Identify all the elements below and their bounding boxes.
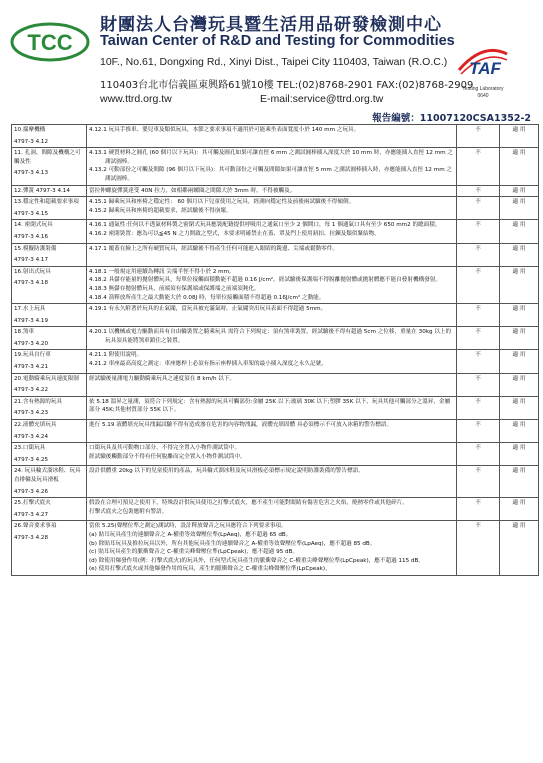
email-link[interactable]: E-mail:service@ttrd.org.tw	[260, 93, 384, 105]
standard-clause: 4797-3 4.26	[14, 488, 49, 495]
item-cell	[12, 373, 87, 396]
requirement-line: 假設在合理可預見之使用下，特殊設計供玩具使用之打擊式底火，應不產生可能對眼睛有傷害危害之火焰，燒熱零件或其他碎片。	[89, 500, 408, 507]
item-cell	[12, 197, 87, 220]
taf-logo-text: TAF	[469, 59, 501, 78]
result-cell: 不	[457, 420, 500, 443]
requirement-line: 4.18.3 無儲存拋射體玩具，前端須有保護端或保護端之前端須鈍化。	[89, 285, 260, 292]
applicability-cell: 適 用	[500, 443, 539, 466]
requirement-line: 經試驗後觸動部分不得有任何脫離而完全置入小物件測試筒中。	[89, 453, 246, 460]
standard-clause: 4797-3 4.20	[14, 340, 49, 347]
requirement-cell	[87, 350, 457, 373]
standard-clause: 4797-3 4.23	[14, 410, 49, 417]
standard-clause: 4797-3 4.27	[14, 511, 49, 518]
item-cell	[12, 466, 87, 498]
requirement-line: (b) 除貼耳玩具及推拉玩具以外，所有其他玩具產生的連續聲音之 A-權重等效聲壓位準(LpAeq)，應不超過 85 dB。	[89, 540, 376, 547]
taf-caption-line1: Testing Laboratory	[462, 86, 504, 92]
requirement-cell	[87, 466, 457, 498]
table-row	[12, 466, 539, 498]
requirement-cell	[87, 420, 457, 443]
result-cell: 不	[457, 266, 500, 303]
requirement-cell	[87, 304, 457, 327]
standard-clause: 4797-3 4.28	[14, 534, 49, 541]
item-name: 24. 玩具輪式溜冰鞋、玩具直排輪及玩具滑板	[14, 468, 81, 483]
requirement-line: 4.18.2 具儲存能量的拋射體玩具，每單位接觸面積動能不超過 0.16 J/cm²，經試驗後保護端不得脫離拋射體或拋射體應不能自發射機構發射。	[89, 277, 441, 284]
applicability-cell: 適 用	[500, 420, 539, 443]
standard-clause: 4797-3 4.16	[14, 233, 49, 240]
requirement-cell	[87, 266, 457, 303]
requirement-cell	[87, 185, 457, 197]
applicability-cell: 適 用	[500, 148, 539, 185]
test-results-body	[12, 125, 539, 576]
item-cell	[12, 420, 87, 443]
item-name: 26.聲音要求事項	[14, 523, 57, 530]
result-cell: 不	[457, 148, 500, 185]
requirement-line: 當依 5.25(聲壓位準之測定)測試時，設計釋放聲音之玩具應符合下列要求事項。	[89, 523, 287, 530]
requirement-line: 4.13.2 可動部份之可觸及間隙 (96 個月以下玩具)：其可動部份之可觸及間隙如果可讓直徑 5 mm 之測試圓棒插入時，亦應能插入直徑 12 mm 之測試圓棒。	[89, 167, 453, 182]
item-name: 12.彈簧 4797-3 4.14	[14, 187, 70, 194]
requirement-cell	[87, 373, 457, 396]
standard-clause: 4797-3 4.24	[14, 433, 49, 440]
requirement-line: 4.18.4 箭釋放所產生之最大動能大於 0.08J 時，每單位接觸面積不得超過 0.16J/cm² 之動能。	[89, 294, 325, 301]
requirement-cell	[87, 220, 457, 243]
contact-line	[100, 93, 384, 105]
requirement-line: 口銜玩具及其可動物口部分，不得完全置入小物件測試筒中。	[89, 445, 241, 452]
item-cell	[12, 327, 87, 350]
table-row	[12, 420, 539, 443]
requirement-cell	[87, 521, 457, 576]
standard-clause: 4797-3 4.17	[14, 257, 49, 264]
table-row	[12, 243, 539, 266]
item-name: 10.揣摩機構	[14, 127, 46, 133]
standard-clause: 4797-3 4.22	[14, 387, 49, 394]
applicability-cell: 適 用	[500, 373, 539, 396]
applicability-cell: 適 用	[500, 125, 539, 148]
applicability-cell: 適 用	[500, 243, 539, 266]
requirement-line: 4.13.1 硬質材料之圓孔 (60 個月以下玩具)：其可觸及圓孔如果可讓直徑 6 mm 之測試圓棒插入深度大於 10 mm 時，亦應能插入直徑 12 mm 之測試圓棒。	[89, 150, 454, 165]
item-name: 23.口銜玩具	[14, 445, 46, 452]
address-zh-phone: 110403台北市信義區東興路61號10樓 TEL:(02)8768-2901 FAX:(02)8768-2909	[100, 80, 474, 91]
table-row	[12, 443, 539, 466]
result-cell: 不	[457, 327, 500, 350]
result-cell: 不	[457, 443, 500, 466]
applicability-cell: 適 用	[500, 396, 539, 419]
item-name: 13.穩定性和超載要求事項	[14, 199, 79, 206]
tcc-logo-text: TCC	[27, 30, 73, 55]
item-name: 20.電動騎乘玩具速度限制	[14, 375, 79, 382]
website-link[interactable]: www.ttrd.org.tw	[100, 93, 172, 105]
item-cell	[12, 243, 87, 266]
item-name: 15.模擬防護裝備	[14, 245, 57, 252]
applicability-cell: 適 用	[500, 521, 539, 576]
item-cell	[12, 396, 87, 419]
table-row	[12, 521, 539, 576]
applicability-cell: 適 用	[500, 498, 539, 521]
requirement-line: 4.12.1 玩具手推車、嬰兒車及類似玩具，本節之要求事項不適用於可能乘坐表面寬度小於 140 mm 之玩具。	[89, 127, 360, 133]
applicability-cell: 適 用	[500, 220, 539, 243]
taf-logo	[455, 40, 511, 82]
item-name: 18.煞車	[14, 329, 35, 336]
standard-clause: 4797-3 4.25	[14, 456, 49, 463]
result-cell: 不	[457, 498, 500, 521]
requirement-cell	[87, 498, 457, 521]
requirement-line: 4.16.2 密閉裝置：應為可以≦45 N 之力開啟之型式，本要求明確禁止在蓋、罩及門上使用鈕扣、拉鍊及類似緊結物。	[89, 230, 380, 237]
table-row	[12, 266, 539, 303]
requirement-line: (c) 貼耳玩具產生的脈衝聲音之 C-權重尖峰聲壓位準(LpCpeak)，應不超過 95 dB。	[89, 549, 299, 556]
requirement-line: (a) 貼耳玩具產生的連續聲音之 A-權重等效聲壓位準(LpAeq)，應不超過 65 dB。	[89, 531, 292, 538]
requirement-line: 4.16.1 通氣性:任何以不透氣材料製之密閉式玩具應裝配籍提供呼吸用之通氣口至少 2 個開口，每 1 個通氣口具有至少 650 mm2 的總面積。	[89, 222, 441, 229]
requirement-line: 4.18.1 一般規定用連續為轉訊 尖端半徑不得小於 2 mm。	[89, 268, 235, 275]
item-name: 17.水上玩具	[14, 306, 46, 313]
requirement-line: 4.21.1 附使用說明。	[89, 352, 143, 359]
requirement-line: 4.15.1 歸乘玩具和座椅之穩定性： 60 個月以下兒童使用之玩具，經測向穩定性及前後兩試驗後不得傾倒。	[89, 199, 355, 206]
applicability-cell: 適 用	[500, 266, 539, 303]
test-results-table-wrap	[11, 124, 532, 576]
item-cell	[12, 220, 87, 243]
requirement-cell	[87, 197, 457, 220]
requirement-line: 設計供體重 20kg 以下的兒童使用的產品，玩具輪式溜冰鞋及玩具滑板必須標示規定說明防護裝備的警告標語。	[89, 468, 364, 475]
requirement-cell	[87, 327, 457, 350]
requirement-cell	[87, 443, 457, 466]
table-row	[12, 304, 539, 327]
report-number: 報告編號：11007120CSA1352-2	[372, 113, 531, 124]
item-name: 22.液體充填玩具	[14, 422, 57, 429]
table-row	[12, 125, 539, 148]
result-cell: 不	[457, 521, 500, 576]
result-cell: 不	[457, 304, 500, 327]
item-cell	[12, 521, 87, 576]
result-cell: 不	[457, 350, 500, 373]
item-cell	[12, 443, 87, 466]
applicability-cell: 適 用	[500, 327, 539, 350]
requirement-line: 打擊式底火之包裝應附有警語。	[89, 508, 168, 515]
item-name: 19.玩具自行車	[14, 352, 51, 359]
applicability-cell: 適 用	[500, 350, 539, 373]
table-row	[12, 220, 539, 243]
org-title-zh: 財團法人台灣玩具暨生活用品研發檢測中心	[100, 15, 442, 35]
requirement-cell	[87, 148, 457, 185]
requirement-cell	[87, 125, 457, 148]
table-row	[12, 396, 539, 419]
address-en: 10F., No.61, Dongxing Rd., Xinyi Dist., Taipei City 110403, Taiwan (R.O.C.)	[100, 56, 448, 68]
test-results-table	[11, 124, 539, 576]
table-row	[12, 185, 539, 197]
taf-caption	[448, 86, 518, 100]
applicability-cell: 適 用	[500, 197, 539, 220]
requirement-line: 4.20.1 以機械或電力驅動而具有自由輪裝置之騎乘玩具 需符合下列規定：須有煞車裝置，經試驗後不得有超過 5cm 之位移，重量在 30kg 以上的玩具須具能將煞車鎖住之裝置。	[89, 329, 452, 344]
applicability-cell: 適 用	[500, 304, 539, 327]
item-name: 25.打擊式底火	[14, 500, 51, 507]
org-title-en: Taiwan Center of R&D and Testing for Commodities	[100, 33, 455, 49]
result-cell: 不	[457, 185, 500, 197]
requirement-line: 4.15.2 歸乘玩具和座椅的超載要求，經試驗後不得崩壞。	[89, 207, 232, 214]
result-cell: 不	[457, 220, 500, 243]
table-row	[12, 373, 539, 396]
standard-clause: 4797-3 4.15	[14, 210, 49, 217]
requirement-line: 當拉伸螺旋彈簧達受 40N 拉力，如相鄰兩螺圈之間隙大於 3mm 時，不得被觸及。	[89, 187, 296, 194]
item-cell	[12, 125, 87, 148]
applicability-cell: 適 用	[500, 185, 539, 197]
item-name: 11. 孔洞、間隙及機構之可觸及性	[14, 150, 81, 165]
item-cell	[12, 498, 87, 521]
requirement-line: 4.19.1 有永久附著於玩具的止氣閥，當玩具被充滿氣時，止氣閥突出玩具表面不得超過 5mm。	[89, 306, 327, 313]
standard-clause: 4797-3 4.19	[14, 317, 49, 324]
result-cell: 不	[457, 125, 500, 148]
item-cell	[12, 185, 87, 197]
taf-caption-line2: 0640	[477, 93, 489, 99]
item-name: 16.射出式玩具	[14, 268, 51, 275]
standard-clause: 4797-3 4.12	[14, 138, 49, 145]
requirement-line: 4.21.2 車座最高高度之測定：車座應桿上必須有指示座桿插入車架的最小插入深度之永久記號。	[89, 361, 327, 368]
table-row	[12, 350, 539, 373]
table-row	[12, 498, 539, 521]
tcc-logo	[10, 22, 90, 62]
requirement-line: 進行 5.19 液體填充玩具洩漏試驗不得有造成滲在危害的內容物洩漏，液體充填固體 具必須標示不可放入冰箱的警告標語。	[89, 422, 393, 429]
table-row	[12, 197, 539, 220]
requirement-line: (d) 除使用爆發作用(例：打擊式底火)的玩具外，任何型式玩具產生的脈衝聲音之 C-權重尖峰聲壓位準(LpCpeak)，應不超過 115 dB。	[89, 557, 424, 564]
applicability-cell: 適 用	[500, 466, 539, 498]
result-cell: 不	[457, 466, 500, 498]
item-name: 21.含有熱源的玩具	[14, 398, 63, 405]
result-cell: 不	[457, 197, 500, 220]
requirement-line: 依 5.18 溫昇之量測，須符合下列規定：含有熱源的玩具可觸部份:金屬 25K 以下;玻璃 30K 以下;塑膠 35K 以下，玩具其他可觸部分之溫昇，金屬部分 45K;其他材質部分 55K 以下。	[89, 398, 451, 414]
requirement-cell	[87, 243, 457, 266]
table-row	[12, 327, 539, 350]
item-cell	[12, 350, 87, 373]
requirement-line: (e) 使用打擊式底火或其他爆發作用的玩具，產生的脈衝聲音之 C-權重尖峰聲壓位準(LpCpeak)，	[89, 566, 331, 573]
standard-clause: 4797-3 4.18	[14, 280, 49, 287]
result-cell: 不	[457, 243, 500, 266]
item-name: 14. 密閉式玩具	[14, 222, 53, 229]
requirement-line: 經試驗後量測電力驅動騎乘玩具之速度須在 8 km/h 以下。	[89, 375, 236, 382]
table-row	[12, 148, 539, 185]
standard-clause: 4797-3 4.13	[14, 170, 49, 177]
item-cell	[12, 148, 87, 185]
item-cell	[12, 266, 87, 303]
requirement-cell	[87, 396, 457, 419]
result-cell: 不	[457, 396, 500, 419]
requirement-line: 4.17.1 覆蓋在臉上之所有硬質玩具，經試驗後不得產生任何可能進入眼睛的銳邊、尖端或鬆動零件。	[89, 245, 338, 252]
standard-clause: 4797-3 4.21	[14, 364, 49, 371]
letterhead	[0, 0, 543, 122]
item-cell	[12, 304, 87, 327]
result-cell: 不	[457, 373, 500, 396]
